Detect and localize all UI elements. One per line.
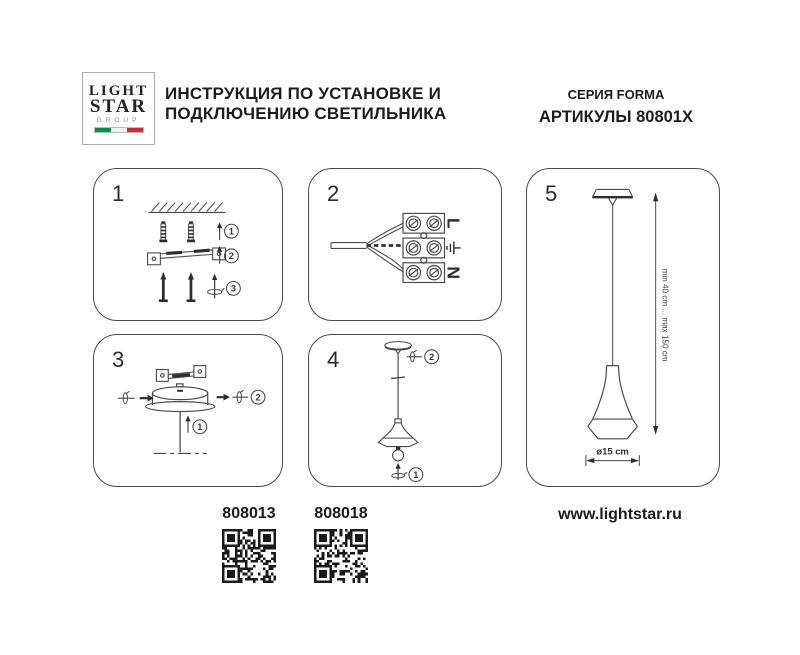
step-panel-5 bbox=[526, 168, 720, 487]
wall-anchor-icon bbox=[187, 221, 195, 242]
svg-text:min 40 cm ... max 150 cm: min 40 cm ... max 150 cm bbox=[660, 268, 670, 362]
qr-code bbox=[222, 529, 276, 583]
step5-diagram bbox=[527, 169, 719, 486]
svg-text:2: 2 bbox=[255, 392, 261, 403]
step-number: 3 bbox=[112, 347, 125, 372]
ceiling-canopy bbox=[146, 384, 215, 412]
callout-2 bbox=[425, 350, 439, 364]
lightstar-logo bbox=[82, 72, 155, 145]
articles-label: АРТИКУЛЫ 80801X bbox=[539, 108, 693, 126]
ceiling-canopy bbox=[592, 189, 633, 205]
screw-turn-icon bbox=[118, 391, 135, 403]
callout-2 bbox=[225, 249, 239, 263]
ground-symbol-icon bbox=[447, 242, 461, 255]
callout-1 bbox=[193, 420, 207, 434]
page-title-line1: ИНСТРУКЦИЯ ПО УСТАНОВКЕ И bbox=[165, 84, 441, 103]
screw-turn-icon bbox=[407, 350, 422, 361]
svg-text:1: 1 bbox=[197, 422, 203, 433]
callout-3 bbox=[226, 282, 240, 296]
callout-1 bbox=[409, 468, 423, 482]
mounting-bracket bbox=[148, 248, 226, 265]
svg-text:2: 2 bbox=[429, 351, 435, 362]
article-code: 808018 bbox=[314, 505, 368, 522]
screw-icon bbox=[187, 272, 196, 301]
step-number: 1 bbox=[112, 181, 125, 206]
step-number: 5 bbox=[545, 181, 558, 206]
callout-2 bbox=[251, 390, 265, 404]
up-arrow-icon bbox=[217, 222, 222, 240]
supply-cable bbox=[331, 223, 403, 271]
ceiling-canopy bbox=[385, 342, 412, 354]
svg-text:L: L bbox=[443, 217, 464, 229]
svg-text:ø15 cm: ø15 cm bbox=[596, 445, 629, 457]
series-block bbox=[527, 87, 705, 127]
right-arrow-icon bbox=[140, 395, 154, 402]
screw-icon bbox=[159, 272, 168, 301]
wall-anchor-icon bbox=[159, 221, 167, 242]
svg-text:N: N bbox=[443, 266, 464, 280]
mounting-bracket bbox=[156, 366, 205, 382]
website-url: www.lightstar.ru bbox=[558, 506, 682, 523]
cord-adjuster bbox=[391, 377, 405, 378]
diameter-dimension bbox=[586, 446, 639, 466]
step-panel-3 bbox=[93, 334, 283, 487]
article-block bbox=[286, 505, 396, 583]
step-panel-1 bbox=[93, 168, 283, 321]
height-dimension bbox=[653, 192, 670, 434]
screw-turn-icon bbox=[208, 274, 225, 299]
terminal-screw-icon bbox=[406, 216, 441, 280]
logo-text-star: STAR bbox=[89, 95, 148, 117]
lamp-shade bbox=[588, 366, 637, 439]
svg-text:1: 1 bbox=[228, 226, 235, 237]
logo-text-group: GROUP bbox=[96, 116, 141, 124]
page-title bbox=[165, 84, 446, 123]
lamp-shade bbox=[378, 419, 417, 447]
step-panel-4 bbox=[308, 334, 502, 487]
neutral-wire-label bbox=[443, 266, 463, 279]
screw-turn-icon bbox=[232, 390, 248, 402]
step-number: 2 bbox=[327, 181, 340, 206]
step-panel-2 bbox=[308, 168, 502, 321]
up-arrow-icon bbox=[185, 415, 190, 432]
qr-code bbox=[314, 529, 368, 583]
svg-text:2: 2 bbox=[228, 251, 235, 262]
page-title-line2: ПОДКЛЮЧЕНИЮ СВЕТИЛЬНИКА bbox=[165, 103, 447, 123]
screw-turn-icon bbox=[392, 463, 407, 480]
right-arrow-icon bbox=[217, 394, 230, 401]
light-bulb-icon bbox=[393, 447, 404, 461]
callout-1 bbox=[225, 224, 239, 238]
italian-flag-icon bbox=[94, 127, 144, 134]
article-code: 808013 bbox=[222, 505, 276, 522]
logo-text-light: LIGHT bbox=[88, 82, 149, 99]
svg-text:3: 3 bbox=[230, 283, 237, 294]
series-label: СЕРИЯ FORMA bbox=[567, 87, 665, 102]
ceiling-hatch bbox=[149, 203, 226, 213]
step-number: 4 bbox=[327, 347, 340, 372]
svg-text:1: 1 bbox=[413, 469, 419, 480]
terminal-block bbox=[403, 213, 444, 282]
live-wire-label bbox=[443, 218, 463, 229]
